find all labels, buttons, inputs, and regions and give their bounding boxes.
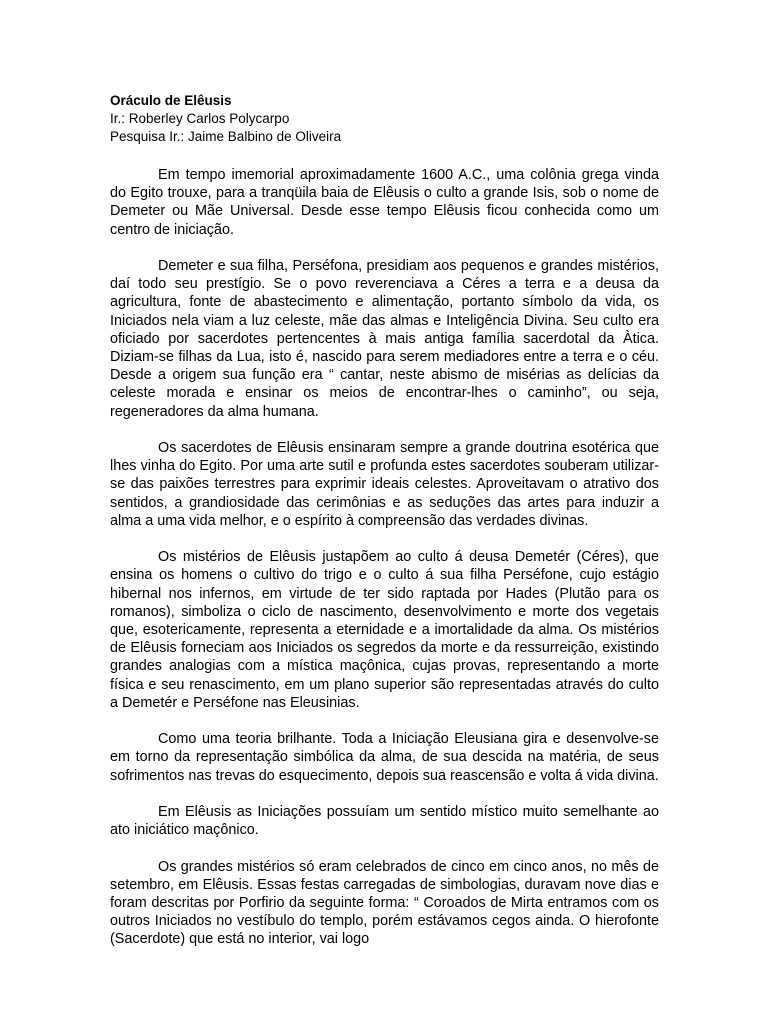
author-line: Ir.: Roberley Carlos Polycarpo [110,111,290,126]
paragraph: Demeter e sua filha, Perséfona, presidiam aos pequenos e grandes mistérios, daí todo seu prestígio. Se o povo reverenciava a Céres a terra e a deusa da agricultura, fonte de abastecimento e alimentação, portanto símbolo da vida, os Iniciados nela viam a luz celeste, mãe das almas e Inteligência Divina. Seu culto era oficiado por sacerdotes pertencentes à mais antiga família sacerdotal da Àtica. Diziam-se filhas da Lua, isto é, nascido para serem mediadores entre a terra e o céu. Desde a origem sua função era “ cantar, neste abismo de misérias as delícias da celeste morada e ensinar os meios de encontrar-lhes o caminho”, ou seja, regeneradores da alma humana. [110,258,659,420]
paragraph: Em tempo imemorial aproximadamente 1600 A.C., uma colônia grega vinda do Egito trouxe, para a tranqüila baia de Elêusis o culto a grande Isis, sob o nome de Demeter ou Mãe Universal. Desde esse tempo Elêusis ficou conhecida como um centro de iniciação. [110,167,659,238]
paragraph: Os grandes mistérios só eram celebrados de cinco em cinco anos, no mês de setembro, em Elêusis. Essas festas carregadas de simbologias, duravam nove dias e foram descritas por Porfirio da seguinte forma: “ Coroados de Mirta entramos com os outros Iniciados no vestíbulo do templo, porém estávamos cegos ainda. O hierofonte (Sacerdote) que está no interior, vai logo [110,858,659,948]
document-body [110,166,659,949]
paragraph: Em Elêusis as Iniciações possuíam um sentido místico muito semelhante ao ato iniciático maçônico. [110,804,659,839]
document-page [110,92,659,967]
document-title: Oráculo de Elêusis [110,93,232,108]
paragraph: Os mistérios de Elêusis justapõem ao culto á deusa Demetér (Céres), que ensina os homens o cultivo do trigo e o culto á sua filha Perséfone, cujo estágio hibernal nos infernos, em virtude de ter sido raptada por Hades (Plutão para os romanos), simboliza o ciclo de nascimento, desenvolvimento e morte dos vegetais que, esotericamente, representa a eternidade e a imortalidade da alma. Os mistérios de Elêusis forneciam aos Iniciados os segredos da morte e da ressurreição, existindo grandes analogias com a mística maçônica, cujas provas, representando a morte física e seu renascimento, em um plano superior são representadas através do culto a Demetér e Perséfone nas Eleusinias. [110,549,659,711]
research-line: Pesquisa Ir.: Jaime Balbino de Oliveira [110,129,342,144]
paragraph: Os sacerdotes de Elêusis ensinaram sempre a grande doutrina esotérica que lhes vinha do Egito. Por uma arte sutil e profunda estes sacerdotes souberam utilizar-se das paixões terrestres para exprimir ideais celestes. Aproveitavam o atrativo dos sentidos, a grandiosidade das cerimônias e as seduções das artes para induzir a alma a uma vida melhor, e o espírito à compreensão das verdades divinas. [110,440,659,529]
paragraph: Como uma teoria brilhante. Toda a Iniciação Eleusiana gira e desenvolve-se em torno da representação simbólica da alma, de sua descida na matéria, de seus sofrimentos nas trevas do esquecimento, depois sua reascensão e volta á vida divina. [110,731,659,784]
